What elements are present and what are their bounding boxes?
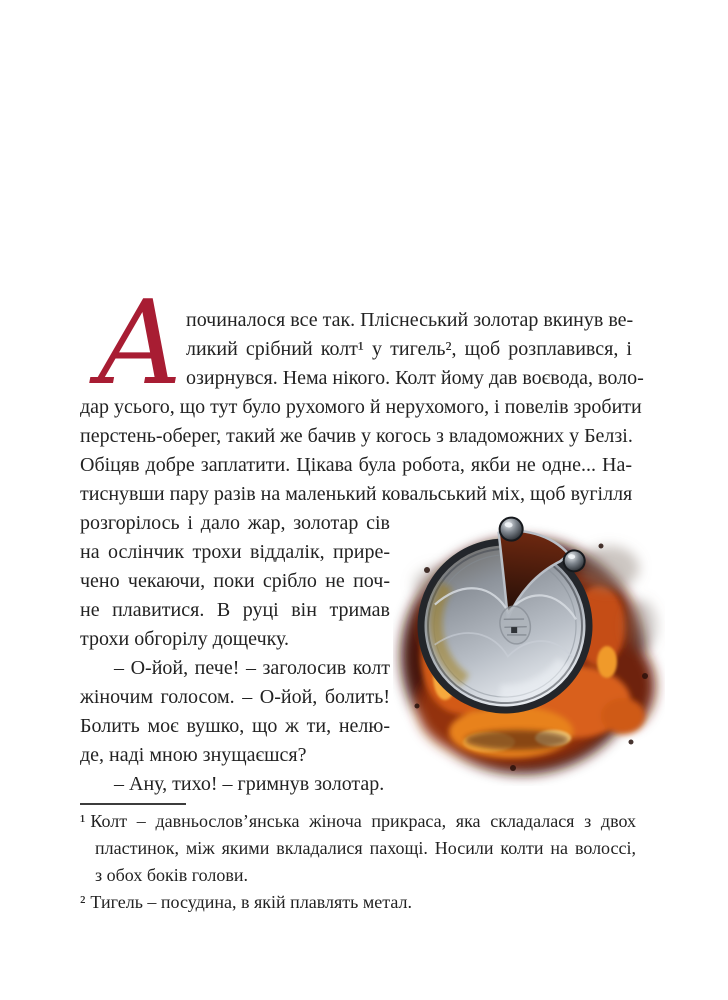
- footnote-text: Тигель – посудина, в якій плавлять метал.: [90, 892, 412, 912]
- text-line: ликий срібний колт¹ у тигель², щоб розплавився, і: [186, 338, 632, 360]
- drop-cap: А: [96, 276, 184, 411]
- kolt-bead-right: [563, 549, 586, 572]
- kolt-illustration: [393, 506, 665, 786]
- text-line: трохи обгорілу дощечку.: [80, 628, 290, 650]
- text-line: жіночим голосом. – О-йой, болить!: [80, 686, 390, 708]
- text-line: розгорілось і дало жар, золотар сів: [80, 512, 390, 534]
- footnote-marker: ²: [80, 892, 86, 912]
- footnote-line: [80, 808, 636, 835]
- text-line: – Ану, тихо! – гримнув золотар.: [114, 773, 385, 795]
- text-line: озирнувся. Нема нікого. Колт йому дав воєвода, воло-: [186, 367, 644, 389]
- text-line: дар усього, що тут було рухомого й нерухомого, і повелів зробити: [80, 396, 642, 418]
- text-line: починалося все так. Пліснеський золотар вкинув ве-: [186, 309, 634, 331]
- text-line: не плавитися. В руці він тримав: [80, 599, 390, 621]
- text-line: тиснувши пару разів на маленький ковальський міх, щоб вугілля: [80, 483, 633, 505]
- footnotes: [80, 808, 636, 916]
- text-line: де, наді мною знущаєшся?: [80, 744, 307, 766]
- footnote-line: [80, 889, 636, 916]
- text-line: Болить моє вушко, що ж ти, нелю-: [80, 715, 390, 737]
- footnote-line: пластинок, між якими вкладалися пахощі. Носили колти на волоссі,: [95, 838, 636, 858]
- footnote-separator: [80, 803, 186, 805]
- footnote-marker: ¹: [80, 811, 86, 831]
- footnote-text: Колт – давньослов’янська жіноча прикраса, яка складалася з двох: [90, 811, 636, 831]
- text-line: – О-йой, пече! – заголосив колт: [114, 657, 390, 679]
- text-line: Обіцяв добре заплатити. Цікава була робота, якби не одне... На-: [80, 454, 632, 476]
- text-line: на ослінчик трохи віддалік, прире-: [80, 541, 390, 563]
- text-line: чено чекаючи, поки срібло не поч-: [80, 570, 390, 592]
- footnote-line: з обох боків голови.: [95, 865, 249, 885]
- text-line: перстень-оберег, такий же бачив у когось з владоможних у Белзі.: [80, 425, 633, 447]
